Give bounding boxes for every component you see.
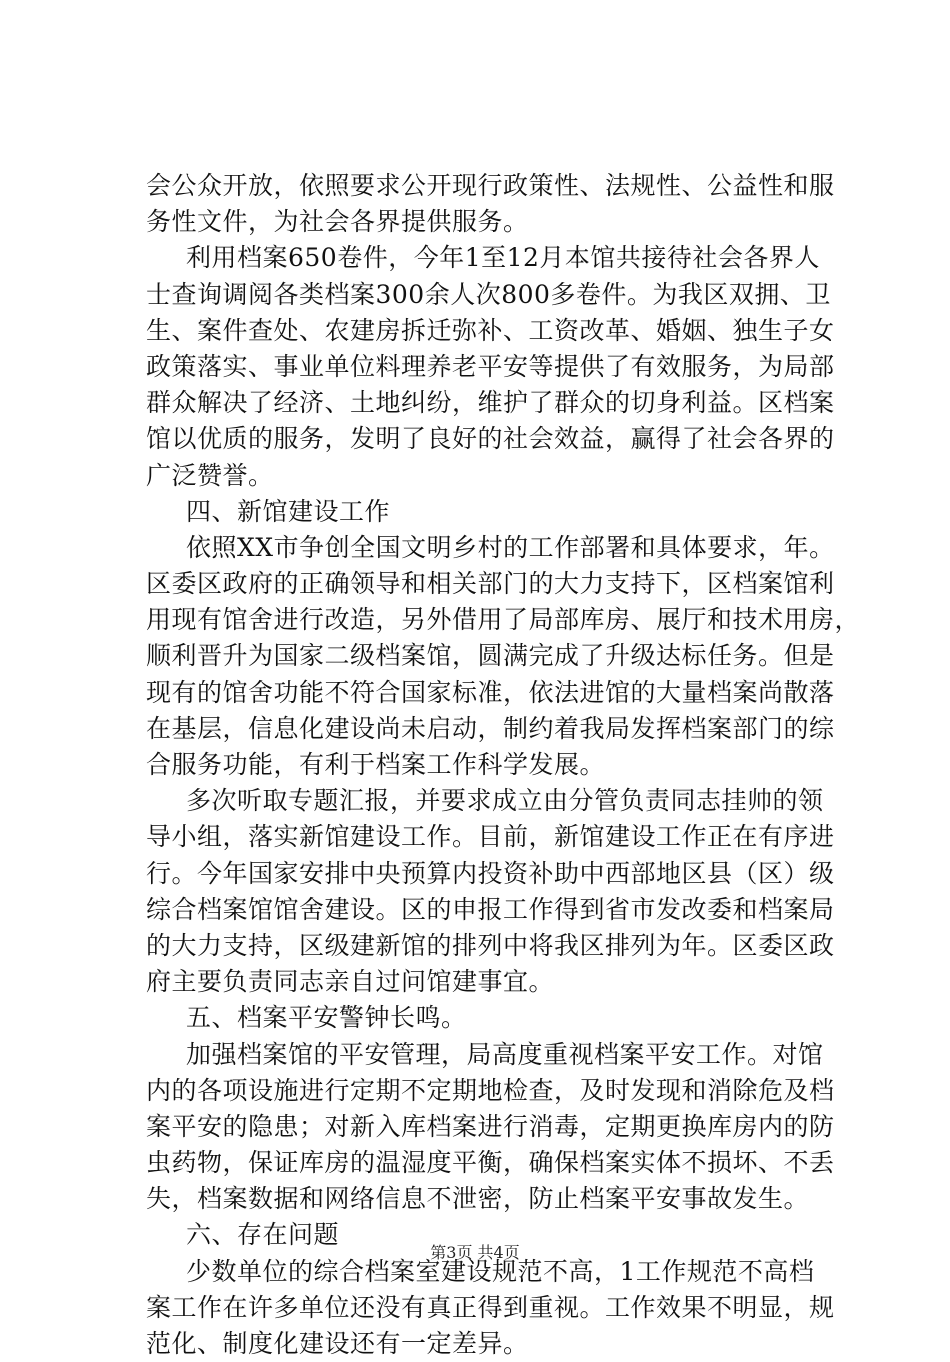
paragraph-line: 多次听取专题汇报，并要求成立由分管负责同志挂帅的领 bbox=[186, 786, 824, 816]
paragraph-line: 会公众开放，依照要求公开现行政策性、法规性、公益性和服 bbox=[146, 171, 835, 200]
heading-text: 六、存在问题 bbox=[186, 1220, 340, 1250]
paragraph-line: 导小组，落实新馆建设工作。目前，新馆建设工作正在有序进 bbox=[146, 822, 835, 852]
paragraph-line: 现有的馆舍功能不符合国家标准，依法进馆的大量档案尚散落 bbox=[146, 677, 835, 707]
paragraph-line: 依照XX市争创全国文明乡村的工作部署和具体要求，年。 bbox=[186, 532, 835, 562]
paragraph-line: 失，档案数据和网络信息不泄密，防止档案平安事故发生。 bbox=[146, 1184, 810, 1214]
body-paragraph bbox=[146, 168, 835, 240]
paragraph-line: 少数单位的综合档案室建设规范不高，1工作规范不高档 bbox=[186, 1256, 815, 1286]
paragraph-line: 案工作在许多单位还没有真正得到重视。工作效果不明显，规 bbox=[146, 1292, 835, 1322]
heading-text: 五、档案平安警钟长鸣。 bbox=[186, 1003, 467, 1033]
paragraph-line: 区委区政府的正确领导和相关部门的大力支持下，区档案馆利 bbox=[146, 569, 835, 599]
body-paragraph bbox=[146, 1037, 835, 1218]
paragraph-line: 综合档案馆馆舍建设。区的申报工作得到省市发改委和档案局 bbox=[146, 894, 835, 924]
paragraph-line: 士查询调阅各类档案300余人次800多卷件。为我区双拥、卫 bbox=[146, 279, 831, 309]
heading-text: 四、新馆建设工作 bbox=[186, 496, 391, 526]
paragraph-line: 广泛赞誉。 bbox=[146, 460, 274, 490]
paragraph-line: 群众解决了经济、土地纠纷，维护了群众的切身利益。区档案 bbox=[146, 388, 835, 418]
body-paragraph bbox=[146, 1254, 835, 1362]
paragraph-line: 的大力支持，区级建新馆的排列中将我区排列为年。区委区政 bbox=[146, 930, 835, 960]
body-paragraph bbox=[146, 530, 861, 783]
paragraph-line: 府主要负责同志亲自过问馆建事宜。 bbox=[146, 967, 555, 997]
body-paragraph bbox=[146, 240, 835, 493]
paragraph-line: 虫药物，保证库房的温湿度平衡，确保档案实体不损坏、不丢 bbox=[146, 1148, 835, 1178]
page-footer: 第3页 共4页 bbox=[430, 1243, 520, 1262]
paragraph-line: 内的各项设施进行定期不定期地检查，及时发现和消除危及档 bbox=[146, 1075, 835, 1105]
paragraph-line: 生、案件查处、农建房拆迁弥补、工资改革、婚姻、独生子女 bbox=[146, 315, 835, 345]
paragraph-line: 顺利晋升为国家二级档案馆，圆满完成了升级达标任务。但是 bbox=[146, 641, 835, 671]
paragraph-line: 政策落实、事业单位料理养老平安等提供了有效服务，为局部 bbox=[146, 351, 835, 381]
paragraph-line: 合服务功能，有利于档案工作科学发展。 bbox=[146, 750, 606, 779]
section-heading bbox=[146, 1000, 816, 1036]
paragraph-line: 务性文件，为社会各界提供服务。 bbox=[146, 207, 529, 237]
paragraph-line: 行。今年国家安排中央预算内投资补助中西部地区县（区）级 bbox=[146, 858, 835, 888]
paragraph-line: 范化、制度化建设还有一定差异。 bbox=[146, 1329, 529, 1358]
paragraph-line: 在基层，信息化建设尚未启动，制约着我局发挥档案部门的综 bbox=[146, 713, 835, 743]
paragraph-line: 案平安的隐患；对新入库档案进行消毒，定期更换库房内的防 bbox=[146, 1111, 835, 1141]
paragraph-line: 馆以优质的服务，发明了良好的社会效益，赢得了社会各界的 bbox=[146, 424, 835, 454]
paragraph-line: 用现有馆舍进行改造，另外借用了局部库房、展厅和技术用房， bbox=[146, 605, 861, 635]
body-paragraph bbox=[146, 783, 835, 1000]
section-heading bbox=[146, 494, 816, 530]
document-body bbox=[146, 168, 861, 1362]
paragraph-line: 利用档案650卷件，今年1至12月本馆共接待社会各界人 bbox=[186, 243, 820, 273]
paragraph-line: 加强档案馆的平安管理，局高度重视档案平安工作。对馆 bbox=[186, 1039, 824, 1069]
